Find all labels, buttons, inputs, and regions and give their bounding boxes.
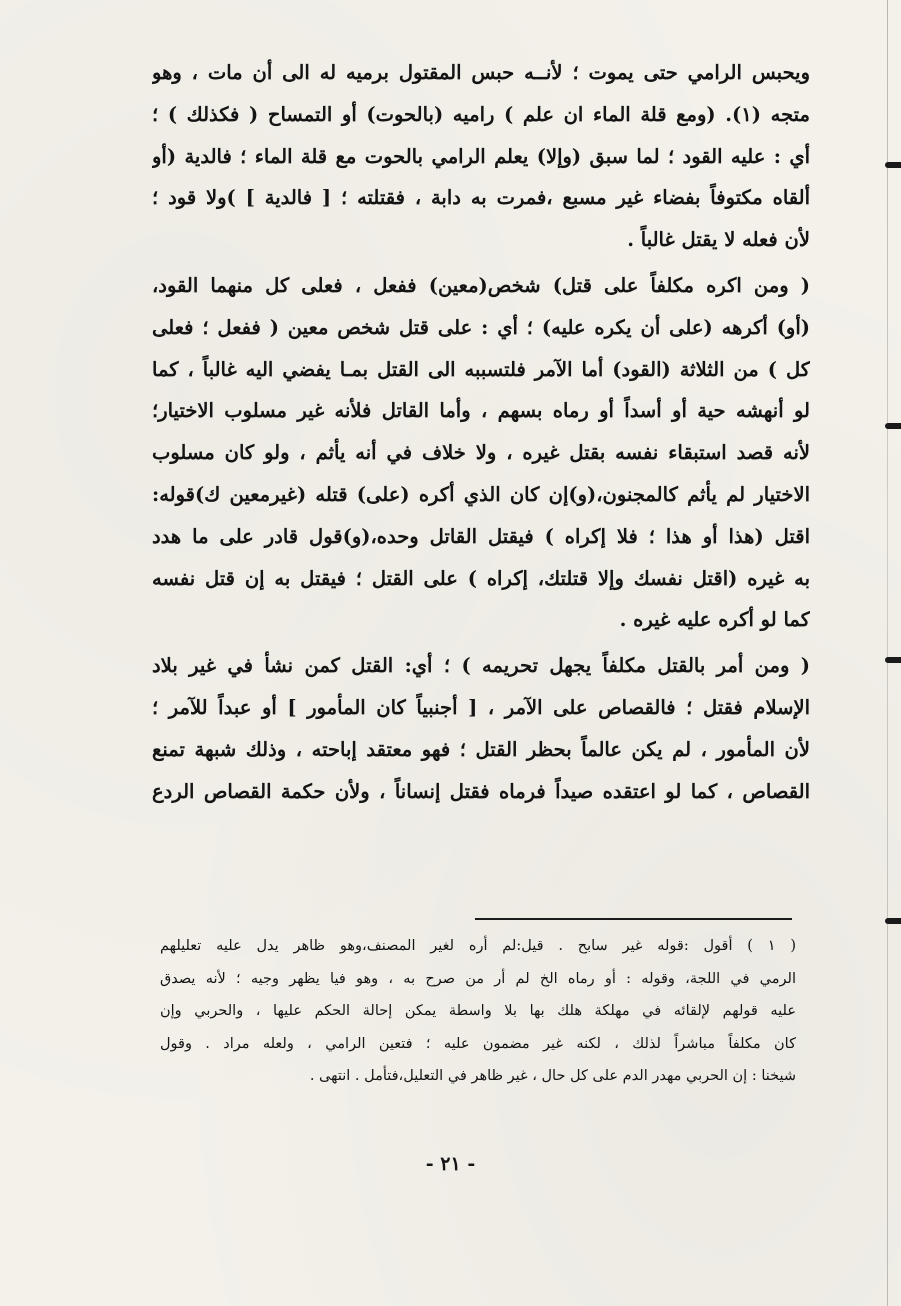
text-line: ( ومن اكره مكلفاً على قتل) شخص(معين) ففعل ، فعلى كل منهما القود، [152, 273, 810, 297]
text-line: لأنه قصد استبقاء نفسه بقتل غيره ، ولا خلاف في أنه يأثم ، ولو كان مسلوب [152, 441, 810, 465]
main-text [152, 52, 810, 812]
paragraph-3 [152, 645, 810, 812]
text-line: الاختيار لم يأثم كالمجنون،(و)إن كان الذي أكره (على) قتله (غيرمعين ك)قوله: [152, 482, 810, 506]
margin-mark [885, 162, 901, 168]
binding-edge [887, 0, 888, 1306]
text-line: متجه (١). (ومع قلة الماء ان علم ) راميه (بالحوت) أو التمساح ( فكذلك ) ؛ [152, 102, 810, 126]
text-line: ألقاه مكتوفاً بفضاء غير مسبع ،فمرت به دابة ، فقتلته ؛ [ فالدية ] )ولا قود ؛ [152, 186, 810, 210]
text-line: (أو) أكرهه (على أن يكره عليه) ؛ أي : على قتل شخص معين ( ففعل ؛ فعلى [152, 315, 810, 339]
text-line: ويحبس الرامي حتى يموت ؛ لأنــه حبس المقتول برميه له الى أن مات ، وهو [152, 61, 810, 84]
footnote-line: كان مكلفاً مباشراً لذلك ، لكنه غير مضمون عليه ؛ فتعين الرامي ، ولعله مراد . وقول [160, 1035, 796, 1052]
text-line: لأن فعله لا يقتل غالباً . [627, 228, 810, 252]
text-line: لو أنهشه حية أو أسداً أو رماه بسهم ، وأما القاتل فلأنه غير مسلوب الاختيار؛ [152, 399, 810, 423]
footnote-line: ( ١ ) أقول :قوله غير سابح . قيل:لم أره لغير المصنف،وهو ظاهر يدل عليه تعليلهم [160, 938, 796, 954]
footnote-separator [475, 918, 792, 920]
footnote-line: شيخنا : إن الحربي مهدر الدم على كل حال ، غير ظاهر في التعليل،فتأمل . انتهى . [309, 1068, 796, 1085]
paragraph-2 [152, 265, 810, 641]
text-line: الإسلام فقتل ؛ فالقصاص على الآمر ، [ أجنبياً كان المأمور ] أو عبداً للآمر ؛ [152, 695, 810, 719]
margin-mark [885, 918, 901, 924]
footnotes [160, 930, 796, 1093]
text-line: ( ومن أمر بالقتل مكلفاً يجهل تحريمه ) ؛ أي: القتل كمن نشأ في غير بلاد [152, 654, 810, 678]
footnote-line: عليه قولهم لإلقائه في مهلكة هلك بها بلا واسطة يمكن إحالة الحكم عليها ، والحربي وإن [160, 1003, 796, 1020]
margin-mark [885, 423, 901, 429]
text-line: لأن المأمور ، لم يكن عالماً بحظر القتل ؛ فهو معتقد إباحته ، وذلك شبهة تمنع [152, 737, 810, 761]
text-line: أي : عليه القود ؛ لما سبق (وإلا) يعلم الرامي بالحوت مع قلة الماء ؛ فالدية (أو [152, 144, 810, 168]
text-line: به غيره (اقتل نفسك وإلا قتلتك، إكراه ) على القتل ؛ فيقتل به إن قتل نفسه [152, 566, 810, 590]
text-line: كما لو أكره عليه غيره . [619, 608, 810, 632]
text-line: القصاص ، كما لو اعتقده صيداً فرماه فقتل إنساناً ، ولأن حكمة القصاص الردع [152, 779, 810, 803]
text-line: اقتل (هذا أو هذا ؛ فلا إكراه ) فيقتل القاتل وحده،(و)قول قادر على ما هدد [152, 524, 810, 548]
footnote-line: الرمي في اللجة، وقوله : أو رماه الخ لم أر من صرح به ، وهو فيا يظهر وجيه ؛ لأنه يصدق [160, 970, 796, 987]
text-line: كل ) من الثلاثة (القود) أما الآمر فلتسببه الى القتل بمـا يفضي اليه غالباً ، كما [152, 357, 810, 381]
page-number: - ٢١ - [425, 1153, 476, 1175]
margin-mark [885, 657, 901, 663]
paragraph-1 [152, 52, 810, 261]
